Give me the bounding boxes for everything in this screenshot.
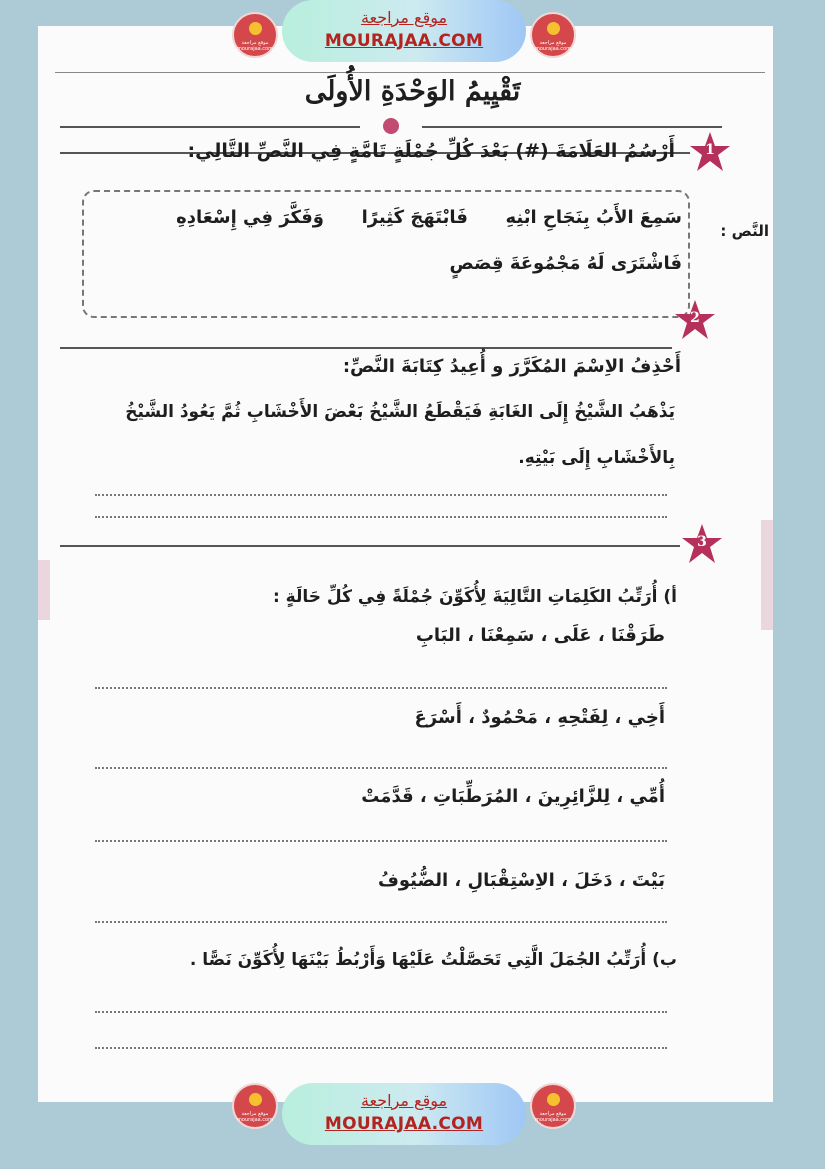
title-rule-right bbox=[422, 126, 722, 128]
site-name-en[interactable]: MOURAJAA.COM bbox=[324, 1114, 484, 1134]
site-logo-left-bottom: موقع مراجعة mourajaa.com bbox=[232, 1083, 278, 1129]
site-name-ar[interactable]: موقع مراجعة bbox=[360, 1091, 448, 1110]
exercise1-line1: سَمِعَ الأَبُ بِنَجَاحِ ابْنِهِ فَابْتَهَجَ كَثِيرًا وَفَكَّرَ فِي إِسْعَادِهِ bbox=[176, 207, 682, 228]
logo-mark-icon bbox=[249, 1093, 262, 1106]
exercise2-instruction: أَحْذِفُ الاِسْمَ المُكَرَّرَ و أُعِيدُ كِتَابَةَ النَّصِّ: bbox=[342, 356, 681, 377]
site-name-en[interactable]: MOURAJAA.COM bbox=[324, 31, 484, 51]
word-set-1: طَرَقْنَا ، عَلَى ، سَمِعْنَا ، البَابِ bbox=[415, 625, 665, 646]
site-name-ar[interactable]: موقع مراجعة bbox=[360, 8, 448, 27]
left-ornament bbox=[38, 560, 50, 620]
site-logo-right-top: موقع مراجعة mourajaa.com bbox=[530, 12, 576, 58]
title-rule-left bbox=[60, 126, 360, 128]
exercise3-rule bbox=[60, 545, 680, 547]
word-set-3: أُمِّي ، لِلزَّائِرِينَ ، المُرَطِّبَاتِ ، قَدَّمَتْ bbox=[361, 786, 665, 807]
logo-mark-icon bbox=[249, 22, 262, 35]
site-banner-bottom[interactable] bbox=[282, 1083, 526, 1145]
exercise3-part-b: ب) أُرَتِّبُ الجُمَلَ الَّتِي تَحَصَّلْتُ عَلَيْهَا وَأَرْبُطُ بَيْنَهَا لِأُكَوِّنَ نَصًّا . bbox=[189, 950, 677, 970]
exercise1-line2: فَاشْتَرَى لَهُ مَجْمُوعَةَ قِصَصٍ bbox=[449, 253, 682, 274]
answer-line[interactable] bbox=[95, 1047, 667, 1049]
answer-line[interactable] bbox=[95, 840, 667, 842]
header-rule bbox=[55, 72, 765, 73]
exercise2-rule bbox=[60, 347, 672, 349]
logo-mark-icon bbox=[547, 1093, 560, 1106]
right-ornament bbox=[761, 520, 773, 630]
answer-line[interactable] bbox=[95, 921, 667, 923]
answer-line[interactable] bbox=[95, 767, 667, 769]
word-set-4: بَيْتَ ، دَخَلَ ، الاِسْتِقْبَالِ ، الضُّيُوفُ bbox=[377, 870, 665, 891]
site-logo-right-bottom: موقع مراجعة mourajaa.com bbox=[530, 1083, 576, 1129]
exercise2-badge: 2 bbox=[673, 298, 717, 342]
exercise1-badge: 1 bbox=[688, 130, 732, 174]
site-logo-left-top: موقع مراجعة mourajaa.com bbox=[232, 12, 278, 58]
answer-line[interactable] bbox=[95, 516, 667, 518]
exercise3-part-a: أ) أُرَتِّبُ الكَلِمَاتِ التَّالِيَةَ لِأُكَوِّنَ جُمْلَةً فِي كُلِّ حَالَةٍ : bbox=[272, 587, 677, 607]
exercise3-badge: 3 bbox=[680, 522, 724, 566]
text-label: النَّص : bbox=[720, 222, 769, 240]
answer-line[interactable] bbox=[95, 1011, 667, 1013]
answer-line[interactable] bbox=[95, 494, 667, 496]
logo-mark-icon bbox=[547, 22, 560, 35]
exercise2-line1: يَذْهَبُ الشَّيْخُ إِلَى الغَابَةِ فَيَقْطَعُ الشَّيْخُ بَعْضَ الأَخْشَابِ ثُمَّ يَعُودُ الشَّيْخُ bbox=[125, 402, 675, 422]
title-ornament-icon bbox=[383, 118, 399, 134]
answer-line[interactable] bbox=[95, 687, 667, 689]
exercise2-line2: بِالأَخْشَابِ إِلَى بَيْتِهِ. bbox=[518, 448, 675, 468]
exercise1-instruction: أَرْسُمُ العَلَامَةَ (#) بَعْدَ كُلِّ جُمْلَةٍ تَامَّةٍ فِي النَّصِّ التَّالِي: bbox=[187, 140, 675, 162]
page-title: تَقْيِيمُ الوَحْدَةِ الأُولَى bbox=[304, 76, 521, 107]
word-set-2: أَخِي ، لِفَتْحِهِ ، مَحْمُودٌ ، أَسْرَعَ bbox=[414, 707, 665, 728]
worksheet-page bbox=[38, 26, 773, 1102]
site-banner-top[interactable] bbox=[282, 0, 526, 62]
